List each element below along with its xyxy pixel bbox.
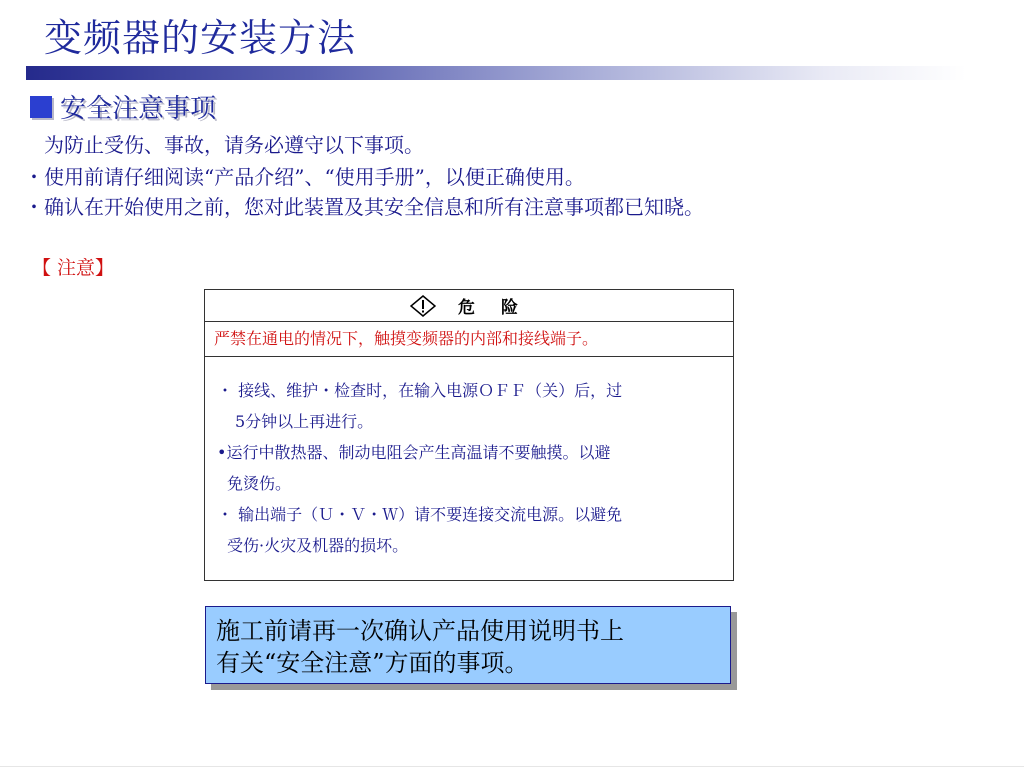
bullet-item: ・使用前请仔细阅读“产品介绍”、“使用手册”，以便正确使用。 [24,165,585,189]
danger-item-line: 5分钟以上再进行。 [235,412,374,431]
footer-divider [0,766,1024,767]
bullet-item: ・确认在开始使用之前，您对此装置及其安全信息和所有注意事项都已知晓。 [24,195,704,219]
danger-item-line: •运行中散热器、制动电阻会产生高温请不要触摸。以避 [217,443,611,462]
title-underline-bar [26,66,966,80]
confirm-callout [205,606,731,684]
danger-item-line: ・ 接线、维护・检查时，在输入电源ＯＦＦ（关）后，过 [217,381,623,400]
danger-list-item [217,375,719,437]
danger-item-line: 受伤·火灾及机器的损坏。 [227,536,409,555]
confirm-line: 有关“安全注意”方面的事项。 [216,649,529,677]
danger-header [205,290,733,322]
danger-list [205,357,733,561]
intro-text: 为防止受伤、事故，请务必遵守以下事项。 [44,133,424,157]
confirm-line: 施工前请再一次确认产品使用说明书上 [216,617,624,645]
danger-headline: 严禁在通电的情况下，触摸变频器的内部和接线端子。 [205,322,733,357]
notice-label: 【 注意】 [32,257,115,279]
section-heading-text: 安全注意事项 [60,94,217,124]
danger-box [204,289,734,581]
danger-item-line: ・ 输出端子（Ｕ・Ｖ・Ｗ）请不要连接交流电源。以避免 [217,505,623,524]
slide-title: 变频器的安装方法 [44,16,357,60]
square-bullet-icon [30,96,52,118]
danger-list-item [217,437,719,499]
section-heading [30,92,216,126]
warning-diamond-icon [410,295,436,317]
danger-list-item [217,499,719,561]
danger-item-line: 免烫伤。 [227,474,292,493]
danger-title: 危 险 [458,298,528,318]
